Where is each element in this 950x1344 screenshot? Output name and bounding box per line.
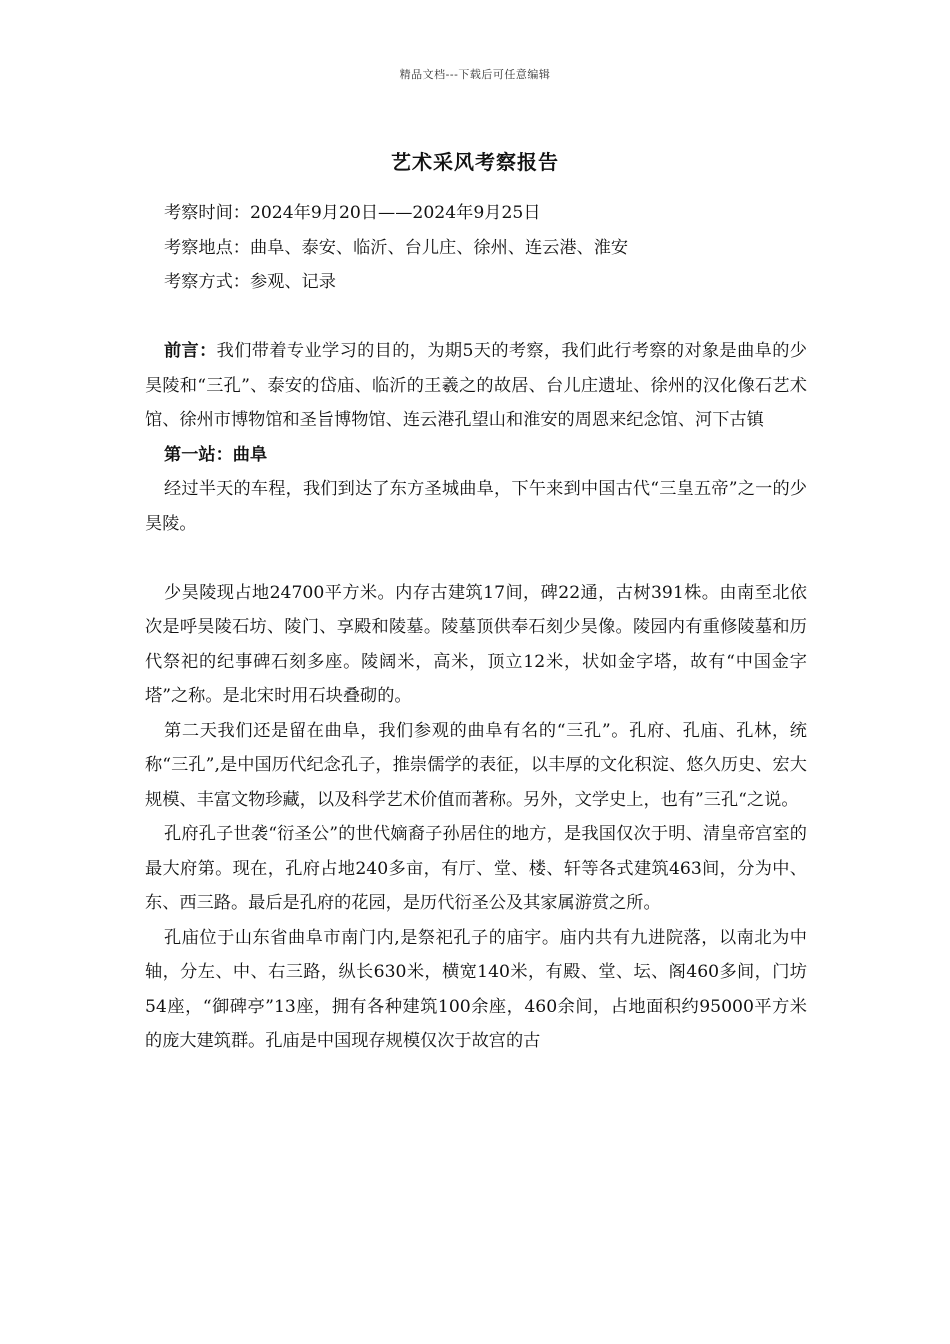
inspection-time: 考察时间：2024年9月20日——2024年9月25日: [164, 203, 541, 223]
preface-text: 我们带着专业学习的目的，为期5天的考察，我们此行考察的对象是曲阜的少昊陵和“三孔”、泰安的岱庙、临沂的王羲之的故居、台儿庄遗址、徐州的汉化像石艺术馆、徐州市博物馆和圣旨博物馆、连云港孔望山和淮安的周恩来纪念馆、河下古镇: [145, 341, 807, 430]
preface-label: 前言：: [164, 341, 217, 361]
paragraph-three-kong: 第二天我们还是留在曲阜，我们参观的曲阜有名的“三孔”。孔府、孔庙、孔林，统称“三孔”,是中国历代纪念孔子，推崇儒学的表征，以丰厚的文化积淀、悠久历史、宏大规模、丰富文物珍藏，以及科学艺术价值而著称。另外，文学史上，也有”三孔“之说。: [145, 720, 807, 810]
paragraph-kong-mansion: 孔府孔子世袭“衍圣公”的世代嫡裔子孙居住的地方，是我国仅次于明、清皇帝宫室的最大府第。现在，孔府占地240多亩，有厅、堂、楼、轩等各式建筑463间，分为中、东、西三路。最后是孔府的花园，是历代衍圣公及其家属游赏之所。: [145, 824, 807, 913]
blank-line: [145, 300, 807, 335]
paragraph-confucius-temple: 孔庙位于山东省曲阜市南门内,是祭祀孔子的庙宇。庙内共有九进院落，以南北为中轴，分左、中、右三路，纵长630米，横宽140米，有殿、堂、坛、阁460多间，门坊54座，“御碑亭”13座，拥有各种建筑100余座，460余间，占地面积约95000平方米的庞大建筑群。孔庙是中国现存规模仅次于故宫的古: [145, 927, 807, 1051]
paragraph-shaohao-tomb: 少昊陵现占地24700平方米。内存古建筑17间，碑22通，古树391株。由南至北依次是呼昊陵石坊、陵门、享殿和陵墓。陵墓顶供奉石刻少昊像。陵园内有重修陵墓和历代祭祀的纪事碑石刻多座。陵阔米，高米，顶立12米，状如金字塔，故有“中国金字塔”之称。是北宋时用石块叠砌的。: [145, 582, 807, 706]
inspection-place: 考察地点：曲阜、泰安、临沂、台儿庄、徐州、连云港、淮安: [164, 237, 629, 258]
section-heading-qufu: 第一站：曲阜: [164, 444, 268, 465]
report-body: [145, 196, 807, 1059]
report-title: 艺术采风考察报告: [391, 150, 559, 174]
blank-line: [145, 541, 807, 576]
header-note: 精品文档---下载后可任意编辑: [399, 68, 551, 81]
inspection-method: 考察方式：参观、记录: [164, 272, 336, 292]
preface-paragraph: [145, 334, 807, 438]
paragraph-arrival: 经过半天的车程，我们到达了东方圣城曲阜，下午来到中国古代“三皇五帝”之一的少昊陵。: [145, 479, 807, 534]
